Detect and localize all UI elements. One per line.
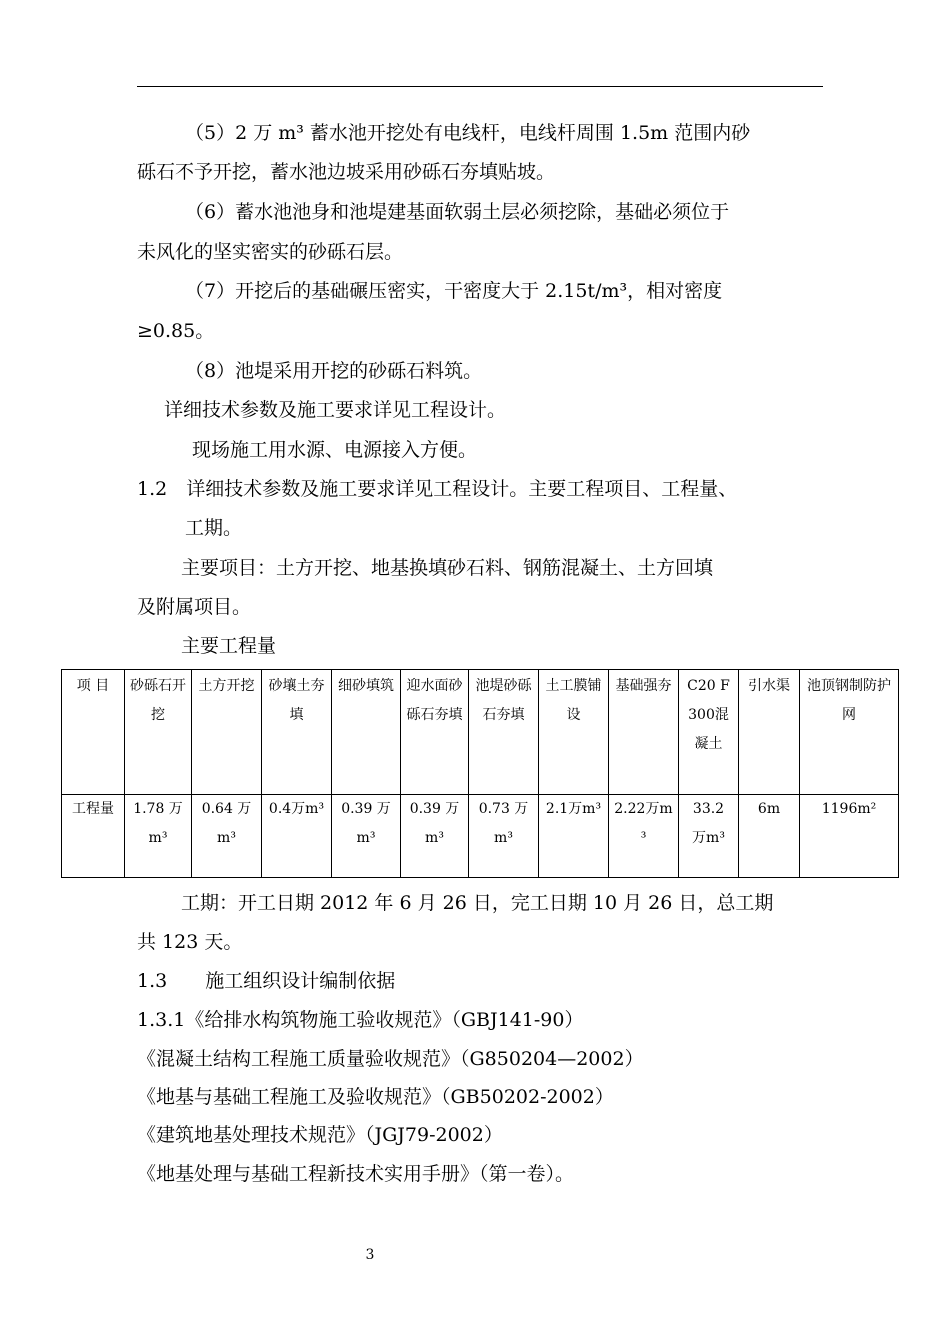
section-1-3-heading: 1.3 施工组织设计编制依据 bbox=[137, 970, 396, 992]
section-1-2-line-2: 工期。 bbox=[185, 517, 243, 539]
header-rule bbox=[137, 86, 823, 87]
table-header-cell: 池堤砂砾石夯填 bbox=[469, 670, 539, 795]
page-number: 3 bbox=[365, 1247, 375, 1263]
schedule-line-2: 共 123 天。 bbox=[137, 931, 243, 953]
detail-note: 详细技术参数及施工要求详见工程设计。 bbox=[164, 399, 507, 421]
table-cell: 1196m² bbox=[800, 795, 899, 878]
table-row-label: 工程量 bbox=[62, 795, 125, 878]
reference-3: 《地基与基础工程施工及验收规范》（GB50202-2002） bbox=[137, 1086, 614, 1108]
table-cell: 0.64 万m³ bbox=[192, 795, 262, 878]
paragraph-5-line-1: （5）2 万 m³ 蓄水池开挖处有电线杆，电线杆周围 1.5m 范围内砂 bbox=[185, 122, 751, 144]
table-cell: 0.73 万m³ bbox=[469, 795, 539, 878]
main-items-line-1: 主要项目：土方开挖、地基换填砂石料、钢筋混凝土、土方回填 bbox=[181, 557, 714, 579]
table-header-cell: 基础强夯 bbox=[609, 670, 679, 795]
paragraph-6-line-1: （6）蓄水池池身和池堤建基面软弱土层必须挖除，基础必须位于 bbox=[185, 201, 730, 223]
main-items-line-2: 及附属项目。 bbox=[137, 596, 252, 618]
section-1-2-line-1: 1.2 详细技术参数及施工要求详见工程设计。主要工程项目、工程量、 bbox=[137, 478, 738, 500]
main-quantity-title: 主要工程量 bbox=[181, 635, 277, 657]
table-cell: 0.39 万m³ bbox=[401, 795, 469, 878]
table-cell: 0.4万m³ bbox=[262, 795, 332, 878]
table-cell: 33.2 万m³ bbox=[679, 795, 739, 878]
paragraph-7-line-1: （7）开挖后的基础碾压密实，干密度大于 2.15t/m³，相对密度 bbox=[185, 280, 723, 302]
table-header-cell: 池顶钢制防护网 bbox=[800, 670, 899, 795]
table-header-cell: 砂壤土夯填 bbox=[262, 670, 332, 795]
table-cell: 1.78 万m³ bbox=[125, 795, 192, 878]
table-cell: 6m bbox=[739, 795, 800, 878]
site-note: 现场施工用水源、电源接入方便。 bbox=[192, 439, 478, 461]
reference-4: 《建筑地基处理技术规范》（JGJ79-2002） bbox=[137, 1124, 503, 1146]
table-header-cell: 细砂填筑 bbox=[332, 670, 401, 795]
table-header-cell: 项 目 bbox=[62, 670, 125, 795]
reference-5: 《地基处理与基础工程新技术实用手册》（第一卷）。 bbox=[137, 1163, 575, 1185]
table-header-cell: 砂砾石开挖 bbox=[125, 670, 192, 795]
paragraph-8: （8）池堤采用开挖的砂砾石料筑。 bbox=[185, 360, 483, 382]
table-header-cell: 土方开挖 bbox=[192, 670, 262, 795]
table-cell: 0.39 万m³ bbox=[332, 795, 401, 878]
paragraph-6-line-2: 未风化的坚实密实的砂砾石层。 bbox=[137, 241, 404, 263]
table-row bbox=[62, 795, 899, 878]
table-header-row bbox=[62, 670, 899, 795]
reference-2: 《混凝土结构工程施工质量验收规范》（G850204—2002） bbox=[137, 1048, 644, 1070]
table-cell: 2.1万m³ bbox=[539, 795, 609, 878]
table-header-cell: 引水渠 bbox=[739, 670, 800, 795]
table-header-cell: 迎水面砂砾石夯填 bbox=[401, 670, 469, 795]
paragraph-7-line-2: ≥0.85。 bbox=[137, 320, 215, 342]
table-header-cell: 土工膜铺设 bbox=[539, 670, 609, 795]
table-cell: 2.22万m³ bbox=[609, 795, 679, 878]
quantity-table bbox=[61, 669, 899, 878]
schedule-line-1: 工期：开工日期 2012 年 6 月 26 日，完工日期 10 月 26 日，总工期 bbox=[181, 892, 774, 914]
reference-1: 1.3.1《给排水构筑物施工验收规范》（GBJ141-90） bbox=[137, 1009, 584, 1031]
paragraph-5-line-2: 砾石不予开挖，蓄水池边坡采用砂砾石夯填贴坡。 bbox=[137, 161, 556, 183]
table-header-cell: C20 F300混凝土 bbox=[679, 670, 739, 795]
